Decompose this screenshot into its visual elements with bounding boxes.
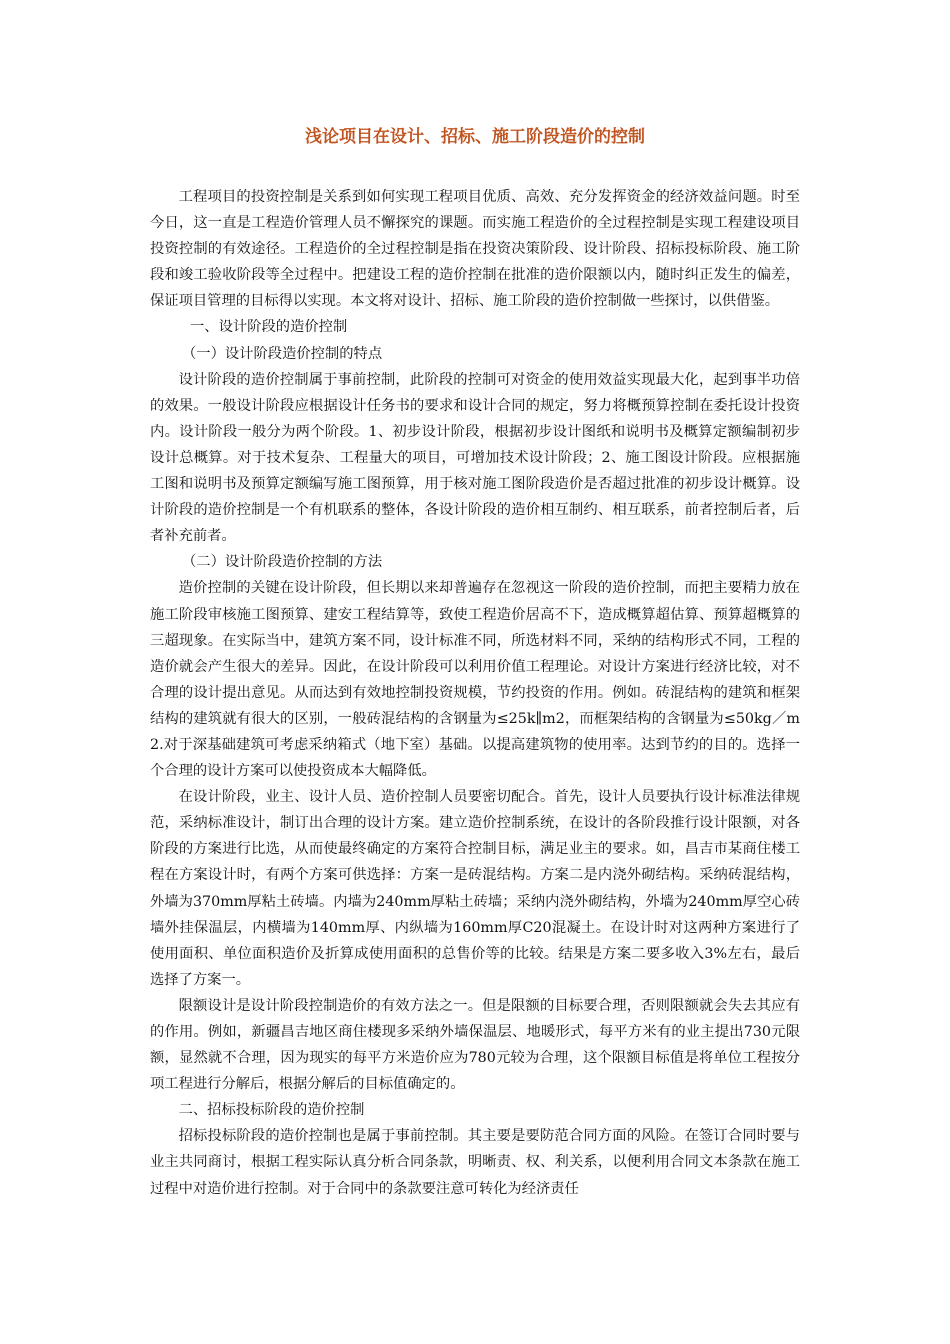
body-paragraph: 造价控制的关键在设计阶段，但长期以来却普遍存在忽视这一阶段的造价控制，而把主要精力放在施工阶段审核施工图预算、建安工程结算等，致使工程造价居高不下，造成概算超估算、预算超概算的三超现象。在实际当中，建筑方案不同，设计标准不同，所选材料不同，采纳的结构形式不同，工程的造价就会产生很大的差异。因此，在设计阶段可以利用价值工程理论。对设计方案进行经济比较，对不合理的设计提出意见。从而达到有效地控制投资规模，节约投资的作用。例如。砖混结构的建筑和框架结构的建筑就有很大的区别，一般砖混结构的含钢量为≤25k∥m2，而框架结构的含钢量为≤50kg／m2.对于深基础建筑可考虑采纳箱式（地下室）基础。以提高建筑物的使用率。达到节约的目的。选择一个合理的设计方案可以使投资成本大幅降低。 bbox=[150, 580, 800, 780]
section-heading-bidding: 二、招标投标阶段的造价控制 bbox=[178, 1102, 365, 1119]
subsection-heading-features: （一）设计阶段造价控制的特点 bbox=[182, 345, 383, 362]
body-paragraph: 在设计阶段，业主、设计人员、造价控制人员要密切配合。首先，设计人员要执行设计标准法律规范，采纳标准设计，制订出合理的设计方案。建立造价控制系统，在设计的各阶段推行设计限额，对各阶段的方案进行比选，从而使最终确定的方案符合控制目标，满足业主的要求。如，昌吉市某商住楼工程在方案设计时，有两个方案可供选择：方案一是砖混结构。方案二是内浇外砌结构。采纳砖混结构，外墙为370mm厚粘土砖墙。内墙为240mm厚粘土砖墙；采纳内浇外砌结构，外墙为240mm厚空心砖墙外挂保温层，内横墙为140mm厚、内纵墙为160mm厚C20混凝土。在设计时对这两种方案进行了使用面积、单位面积造价及折算成使用面积的总售价等的比较。结果是方案二要多收入3%左右，最后选择了方案一。 bbox=[150, 789, 800, 988]
intro-paragraph: 工程项目的投资控制是关系到如何实现工程项目优质、高效、充分发挥资金的经济效益问题。时至今日，这一直是工程造价管理人员不懈探究的课题。而实施工程造价的全过程控制是实现工程建设项目投资控制的有效途径。工程造价的全过程控制是指在投资决策阶段、设计阶段、招标投标阶段、施工阶段和竣工验收阶段等全过程中。把建设工程的造价控制在批准的造价限额以内，随时纠正发生的偏差，保证项目管理的目标得以实现。本文将对设计、招标、施工阶段的造价控制做一些探讨，以供借鉴。 bbox=[150, 189, 800, 310]
document-title: 浅论项目在设计、招标、施工阶段造价的控制 bbox=[305, 127, 645, 147]
document-body bbox=[150, 184, 800, 1202]
body-paragraph: 设计阶段的造价控制属于事前控制，此阶段的控制可对资金的使用效益实现最大化，起到事半功倍的效果。一般设计阶段应根据设计任务书的要求和设计合同的规定，努力将概预算控制在委托设计投资内。设计阶段一般分为两个阶段。1、初步设计阶段，根据初步设计图纸和说明书及概算定额编制初步设计总概算。对于技术复杂、工程量大的项目，可增加技术设计阶段；2、施工图设计阶段。应根据施工图和说明书及预算定额编写施工图预算，用于核对施工图阶段造价是否超过批准的初步设计概算。设计阶段的造价控制是一个有机联系的整体，各设计阶段的造价相互制约、相互联系，前者控制后者，后者补充前者。 bbox=[150, 371, 800, 545]
document-page bbox=[150, 0, 800, 1344]
section-heading-design: 一、设计阶段的造价控制 bbox=[190, 319, 348, 336]
subsection-heading-methods: （二）设计阶段造价控制的方法 bbox=[182, 554, 383, 571]
body-paragraph: 招标投标阶段的造价控制也是属于事前控制。其主要是要防范合同方面的风险。在签订合同时要与业主共同商讨，根据工程实际认真分析合同条款，明晰责、权、利关系，以便利用合同文本条款在施工过程中对造价进行控制。对于合同中的条款要注意可转化为经济责任 bbox=[150, 1128, 800, 1197]
body-paragraph: 限额设计是设计阶段控制造价的有效方法之一。但是限额的目标要合理，否则限额就会失去其应有的作用。例如，新疆昌吉地区商住楼现多采纳外墙保温层、地暖形式，每平方米有的业主提出730元限额，显然就不合理，因为现实的每平方米造价应为780元较为合理，这个限额目标值是将单位工程按分项工程进行分解后，根据分解后的目标值确定的。 bbox=[150, 997, 800, 1093]
